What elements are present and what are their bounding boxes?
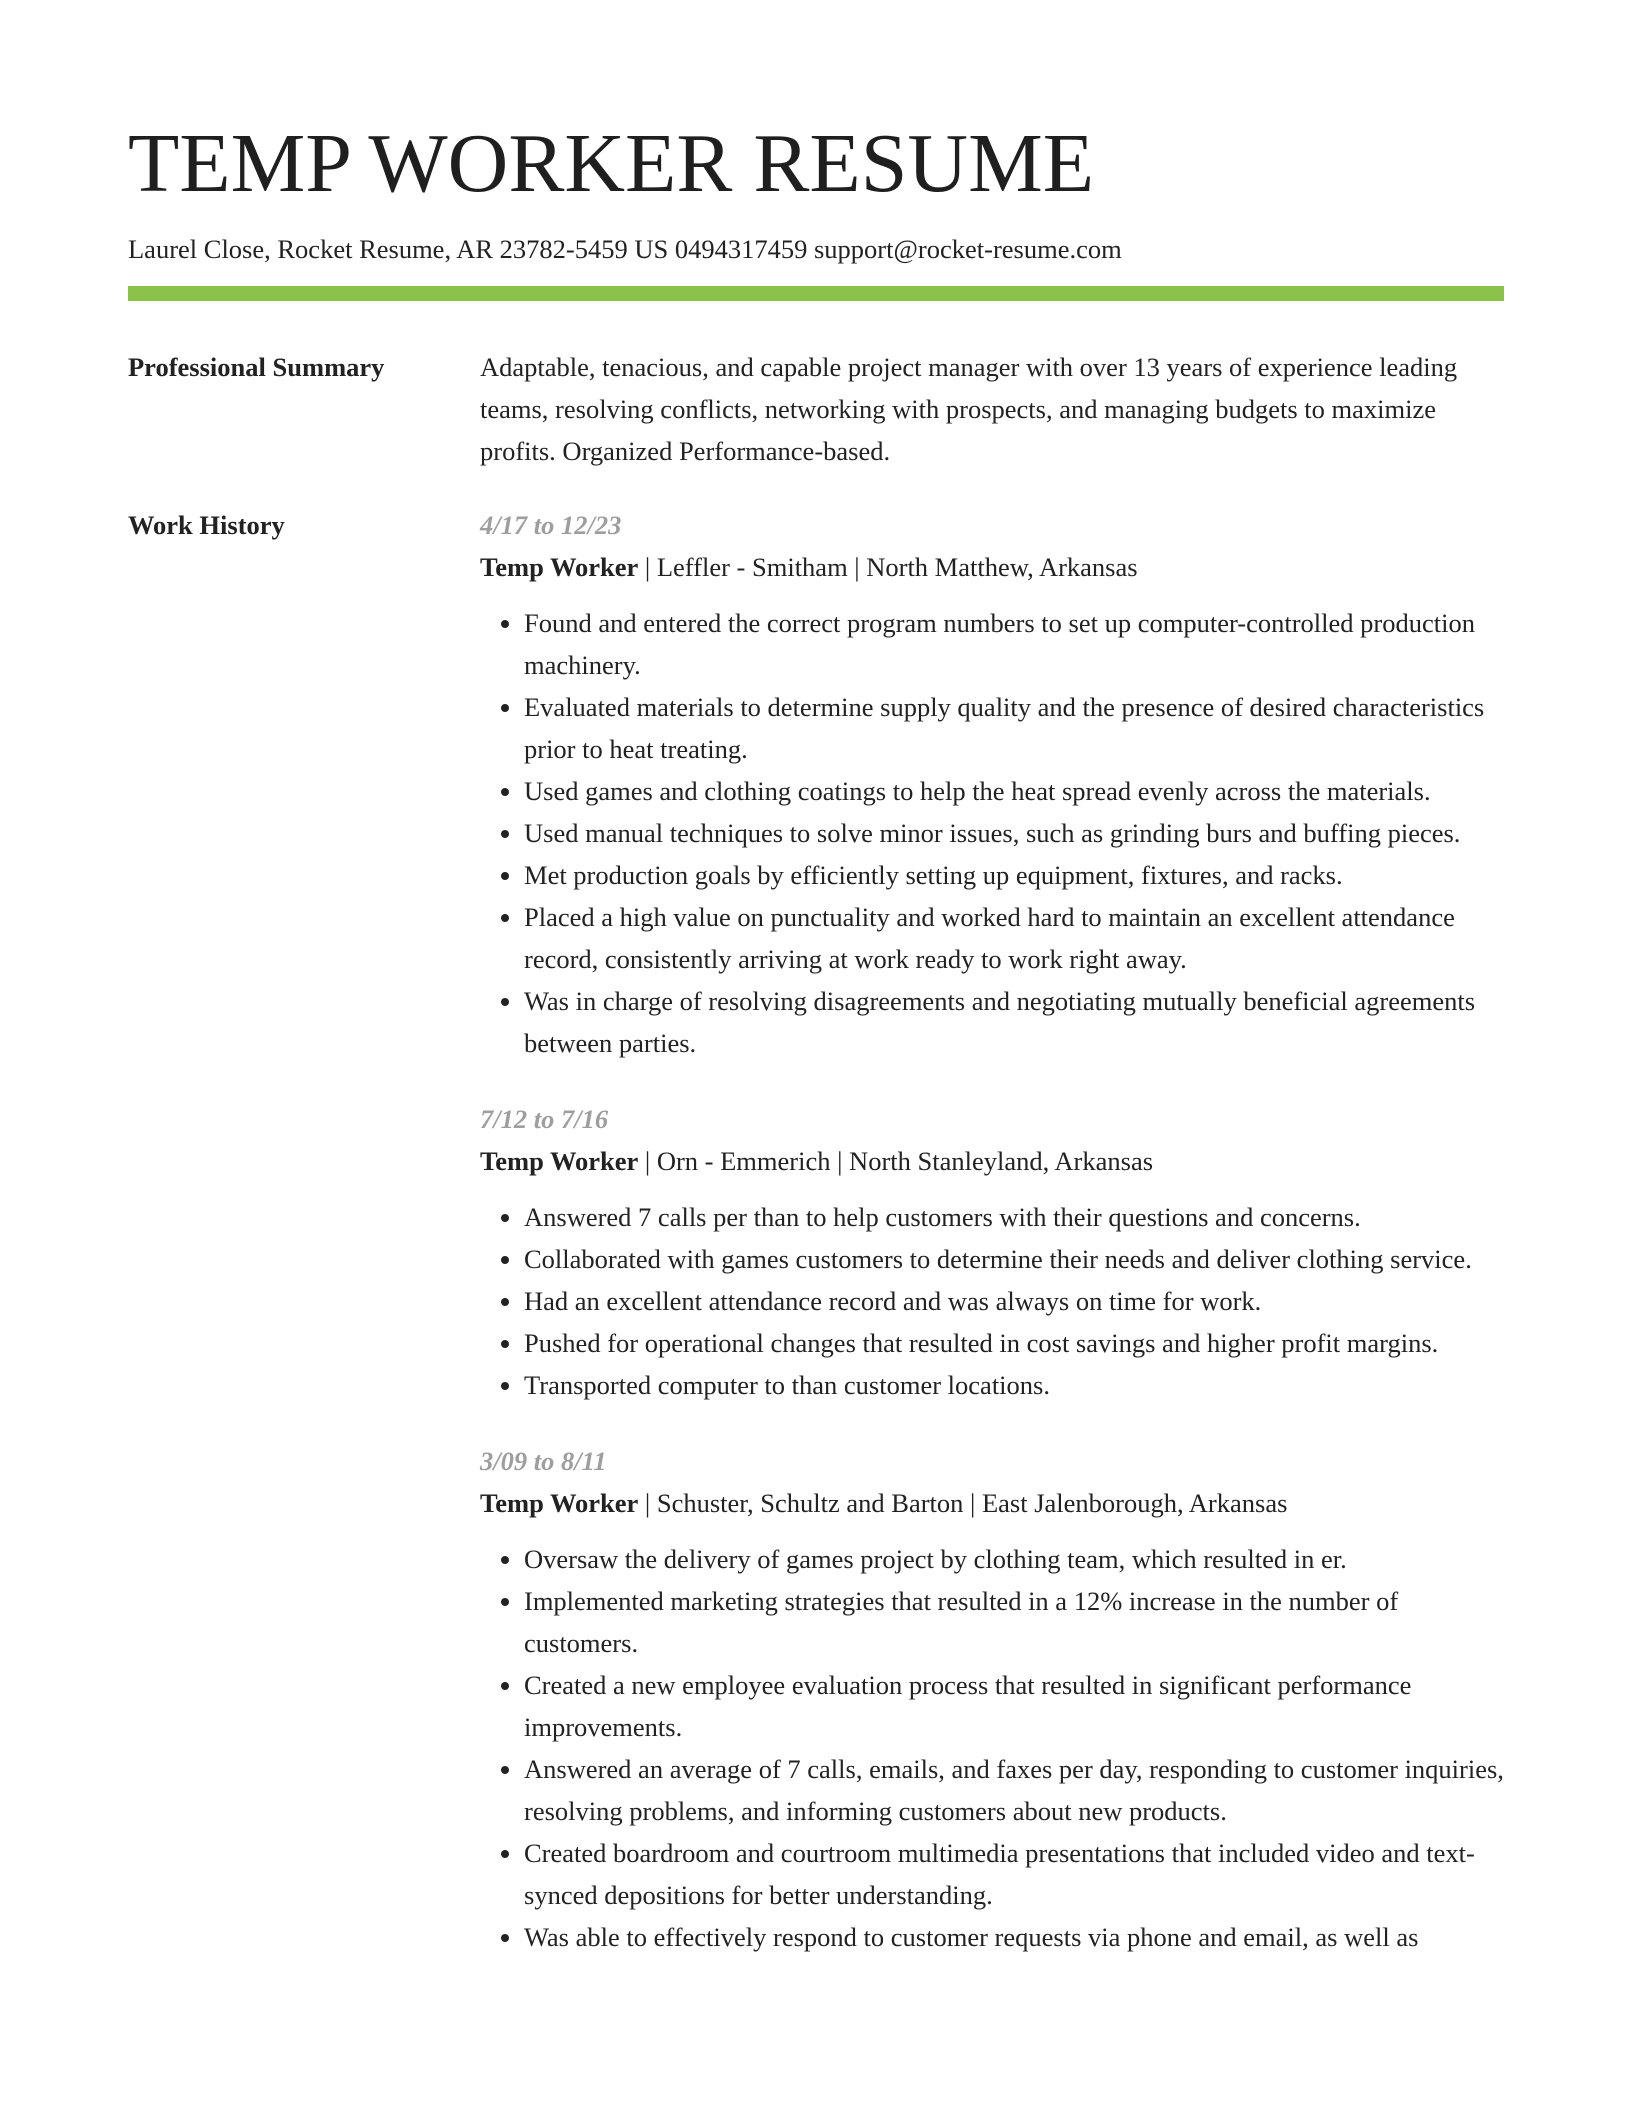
job-heading xyxy=(480,1140,1504,1182)
job-bullet-list xyxy=(480,1538,1504,1958)
job-bullet: • Placed a high value on punctuality and worked hard to maintain an excellent attendance record, consistently arriving at work ready to work right away. xyxy=(524,896,1504,980)
job-bullet: • Pushed for operational changes that resulted in cost savings and higher profit margins. xyxy=(524,1322,1504,1364)
contact-line: Laurel Close, Rocket Resume, AR 23782-5459 US 0494317459 support@rocket-resume.com xyxy=(128,234,1122,264)
job-bullet: • Answered an average of 7 calls, emails, and faxes per day, responding to customer inquiries, resolving problems, and informing customers about new products. xyxy=(524,1748,1504,1832)
job-bullet: • Was in charge of resolving disagreements and negotiating mutually beneficial agreements between parties. xyxy=(524,980,1504,1064)
job-bullet: • Found and entered the correct program numbers to set up computer-controlled production machinery. xyxy=(524,602,1504,686)
job-bullet: • Met production goals by efficiently setting up equipment, fixtures, and racks. xyxy=(524,854,1504,896)
job-bullet: • Created boardroom and courtroom multimedia presentations that included video and text-synced depositions for better understanding. xyxy=(524,1832,1504,1916)
job-title: Temp Worker xyxy=(480,1488,639,1518)
job-heading xyxy=(480,1482,1504,1524)
job-bullet: • Oversaw the delivery of games project by clothing team, which resulted in er. xyxy=(524,1538,1504,1580)
work-history-label: Work History xyxy=(128,510,285,540)
job-heading xyxy=(480,546,1504,588)
job-title: Temp Worker xyxy=(480,1146,639,1176)
job-bullet-list xyxy=(480,602,1504,1064)
job-bullet: • Answered 7 calls per than to help customers with their questions and concerns. xyxy=(524,1196,1504,1238)
job-bullet: • Used manual techniques to solve minor issues, such as grinding burs and buffing pieces. xyxy=(524,812,1504,854)
job-title: Temp Worker xyxy=(480,552,639,582)
job-entry xyxy=(480,504,1504,1064)
job-dates: 7/12 to 7/16 xyxy=(480,1104,609,1134)
job-employer-location: | Orn - Emmerich | North Stanleyland, Arkansas xyxy=(638,1146,1154,1176)
accent-divider xyxy=(128,286,1504,301)
job-employer-location: | Leffler - Smitham | North Matthew, Arkansas xyxy=(638,552,1138,582)
job-bullet: • Implemented marketing strategies that resulted in a 12% increase in the number of customers. xyxy=(524,1580,1504,1664)
job-bullet: • Was able to effectively respond to customer requests via phone and email, as well as xyxy=(524,1916,1504,1958)
job-bullet: • Created a new employee evaluation process that resulted in significant performance improvements. xyxy=(524,1664,1504,1748)
job-dates: 4/17 to 12/23 xyxy=(480,510,622,540)
job-bullet: • Collaborated with games customers to determine their needs and deliver clothing service. xyxy=(524,1238,1504,1280)
job-bullet: • Used games and clothing coatings to help the heat spread evenly across the materials. xyxy=(524,770,1504,812)
job-bullet: • Had an excellent attendance record and was always on time for work. xyxy=(524,1280,1504,1322)
job-dates: 3/09 to 8/11 xyxy=(480,1446,607,1476)
summary-text: Adaptable, tenacious, and capable project manager with over 13 years of experience leading teams, resolving conflicts, networking with prospects, and managing budgets to maximize profits. Organized Performance-based. xyxy=(480,352,1458,466)
summary-label: Professional Summary xyxy=(128,352,385,382)
job-entry xyxy=(480,1098,1504,1406)
summary-body xyxy=(480,346,1504,472)
work-history-body xyxy=(480,504,1504,1992)
job-employer-location: | Schuster, Schultz and Barton | East Jalenborough, Arkansas xyxy=(638,1488,1288,1518)
job-bullet: • Evaluated materials to determine supply quality and the presence of desired characteristics prior to heat treating. xyxy=(524,686,1504,770)
job-bullet-list xyxy=(480,1196,1504,1406)
job-bullet: • Transported computer to than customer locations. xyxy=(524,1364,1504,1406)
job-entry xyxy=(480,1440,1504,1958)
resume-title: TEMP WORKER RESUME xyxy=(128,117,1095,210)
